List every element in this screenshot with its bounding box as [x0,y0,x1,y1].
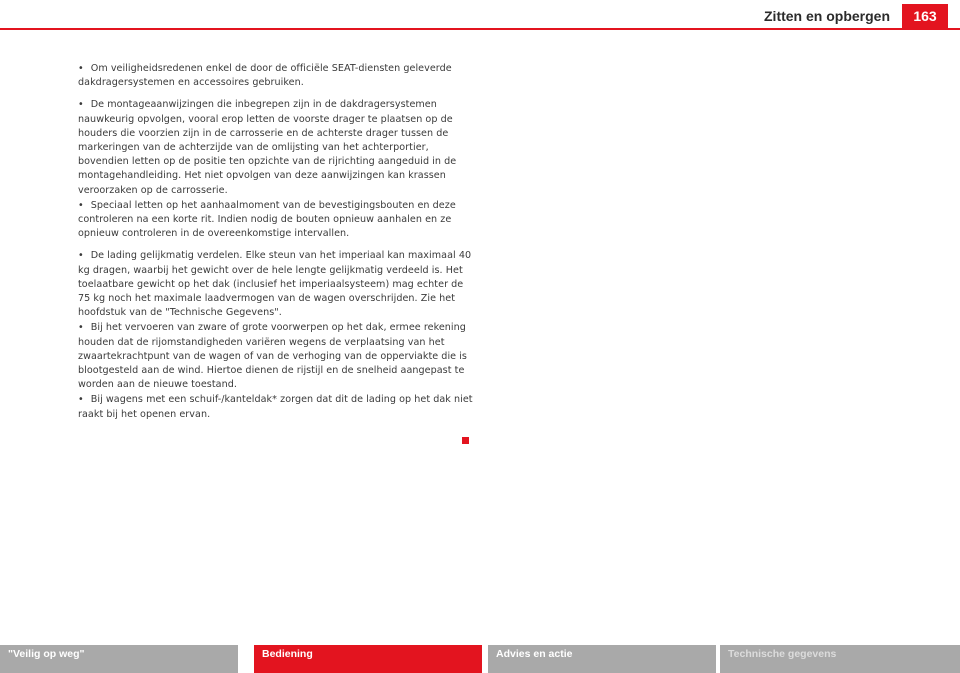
paragraph-text: Bij wagens met een schuif-/kanteldak* zorgen dat dit de lading op het dak niet raakt bij het openen ervan. [78,394,473,420]
list-item [78,249,474,320]
paragraph-text: De lading gelijkmatig verdelen. Elke steun van het imperiaal kan maximaal 40 kg dragen, waarbij het gewicht over de hele lengte gelijkmatig verdeeld is. Het toelaatbare gewicht op het dak (inclusief het imperiaalsysteem) mag echter de 75 kg noch het maximale laadvermogen van de wagen overschrijden. Zie het hoofdstuk van de "Technische Gegevens". [78,250,472,319]
paragraph-text: Bij het vervoeren van zware of grote voorwerpen op het dak, ermee rekening houden dat de rijomstandigheden variëren wegens de verplaatsing van het zwaartekrachtpunt van de wagen of van de verhoging van de opperviakte die is blootgesteld aan de wind. Hiertoe dienen de rijstijl en de snelheid aangepast te worden aan de nieuwe toestand. [78,322,467,391]
footer-nav [0,645,960,673]
section-title: Zitten en opbergen [764,8,890,24]
list-item [78,393,474,421]
bullet-icon: • [78,322,84,334]
footer-tab-bediening[interactable]: Bediening [254,645,482,673]
header-divider [0,28,960,30]
paragraph-text: Om veiligheidsredenen enkel de door de officiële SEAT-diensten geleverde dakdragersystemen en accessoires gebruiken. [78,63,452,89]
page-header [0,0,960,34]
body-text [78,62,474,430]
bullet-icon: • [78,394,84,406]
bullet-icon: • [78,199,84,211]
list-item [78,98,474,197]
footer-tab-technische-gegevens[interactable]: Technische gegevens [720,645,960,673]
bullet-icon: • [78,99,84,111]
footer-tab-veilig-op-weg[interactable]: "Veilig op weg" [0,645,238,673]
section-end-marker-icon [462,437,469,444]
list-item [78,199,474,242]
bullet-icon: • [78,250,84,262]
list-item [78,62,474,90]
footer-tab-advies-en-actie[interactable]: Advies en actie [488,645,716,673]
list-item [78,321,474,392]
bullet-icon: • [78,63,84,74]
page-number: 163 [902,4,948,28]
paragraph-text: Speciaal letten op het aanhaalmoment van de bevestigingsbouten en deze controleren na een korte rit. Indien nodig de bouten opnieuw aanhalen en ze opnieuw controleren in de overeenkomstige intervallen. [78,199,456,240]
paragraph-text: De montageaanwijzingen die inbegrepen zijn in de dakdragersystemen nauwkeurig opvolgen, vooral erop letten de voorste drager te plaatsen op de houders die voorzien zijn in de carrosserie en de achterste drager tussen de markeringen van de achterzijde van de omlijsting van het achterportier, bovendien letten op de positie ten opzichte van de rijrichting aangeduid in de montagehandleiding. Het niet opvolgen van deze aanwijzingen kan krassen veroorzaken op de carrosserie. [78,99,457,196]
